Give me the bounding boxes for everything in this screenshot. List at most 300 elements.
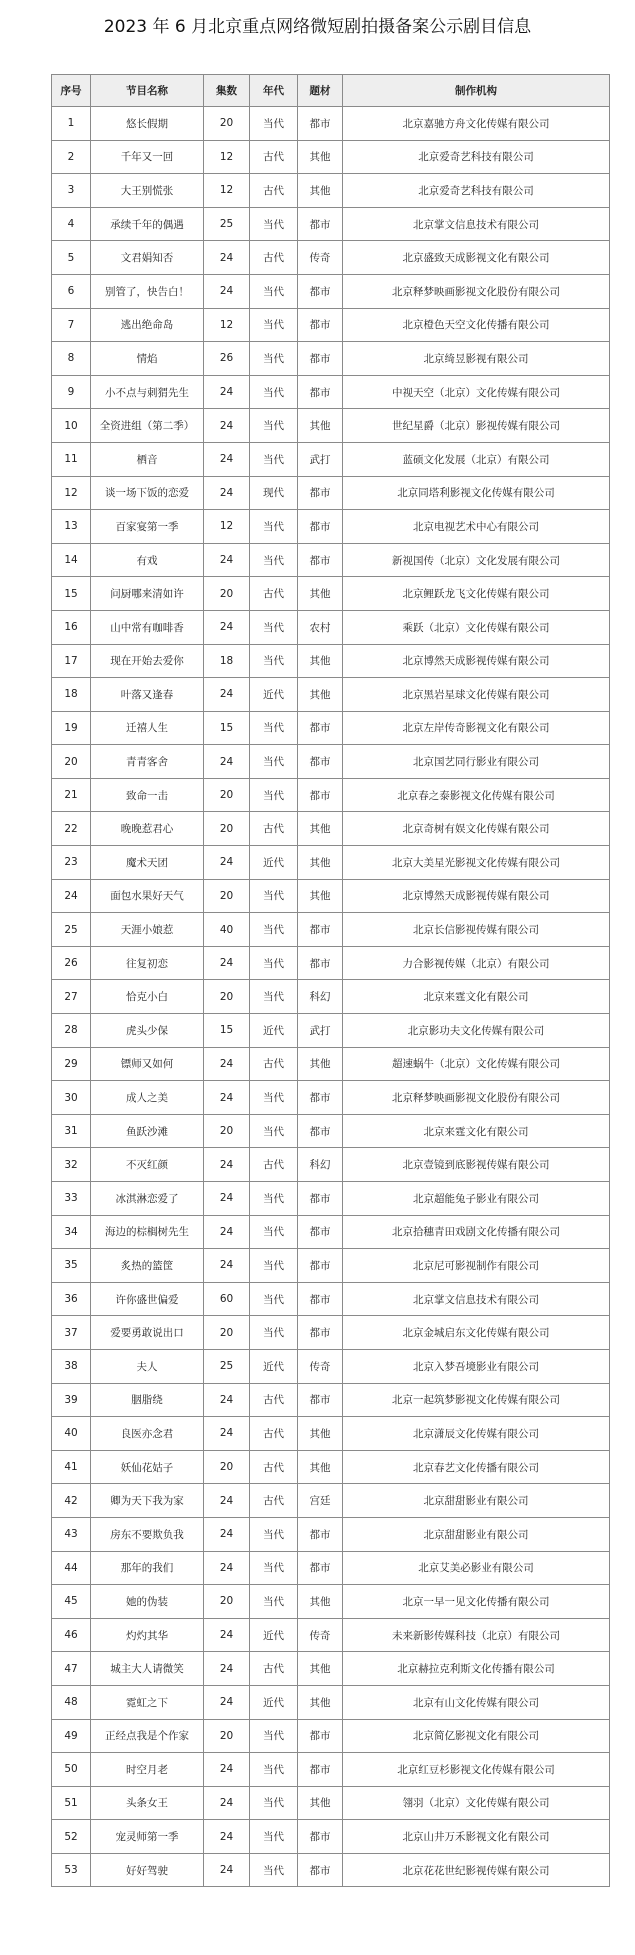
cell-index: 26 [52,946,91,980]
cell-producer: 北京黑岩星球文化传媒有限公司 [343,678,610,712]
header-row [52,75,610,107]
cell-index: 27 [52,980,91,1014]
cell-genre: 都市 [298,946,343,980]
cell-genre: 其他 [298,1685,343,1719]
cell-episodes: 20 [204,1450,250,1484]
cell-genre: 宫廷 [298,1484,343,1518]
cell-genre: 都市 [298,1114,343,1148]
cell-producer: 北京释梦映画影视文化股份有限公司 [343,1081,610,1115]
cell-index: 14 [52,543,91,577]
cell-genre: 其他 [298,1786,343,1820]
cell-episodes: 12 [204,174,250,208]
cell-era: 当代 [250,1517,298,1551]
cell-episodes: 26 [204,342,250,376]
cell-title: 千年又一回 [91,140,204,174]
cell-episodes: 24 [204,409,250,443]
cell-title: 那年的我们 [91,1551,204,1585]
cell-title: 正经点我是个作家 [91,1719,204,1753]
cell-genre: 都市 [298,913,343,947]
cell-era: 当代 [250,409,298,443]
cell-title: 谈一场下饭的恋爱 [91,476,204,510]
cell-producer: 北京左岸传奇影视文化有限公司 [343,711,610,745]
cell-title: 房东不要欺负我 [91,1517,204,1551]
cell-era: 当代 [250,913,298,947]
table-row [52,980,610,1014]
cell-index: 20 [52,745,91,779]
cell-producer: 北京超能兔子影业有限公司 [343,1182,610,1216]
cell-index: 25 [52,913,91,947]
cell-index: 5 [52,241,91,275]
cell-genre: 都市 [298,274,343,308]
cell-index: 15 [52,577,91,611]
table-row [52,1014,610,1048]
cell-era: 当代 [250,1081,298,1115]
cell-genre: 都市 [298,1383,343,1417]
cell-era: 当代 [250,442,298,476]
cell-episodes: 24 [204,1618,250,1652]
cell-index: 13 [52,510,91,544]
cell-era: 当代 [250,1249,298,1283]
cell-index: 11 [52,442,91,476]
cell-producer: 北京红豆杉影视文化传媒有限公司 [343,1753,610,1787]
cell-genre: 其他 [298,409,343,443]
table-row [52,1618,610,1652]
table-row [52,1282,610,1316]
cell-era: 当代 [250,342,298,376]
cell-index: 52 [52,1820,91,1854]
cell-producer: 北京大美星光影视文化传媒有限公司 [343,846,610,880]
cell-genre: 其他 [298,846,343,880]
cell-producer: 北京艾美必影业有限公司 [343,1551,610,1585]
cell-title: 现在开始去爱你 [91,644,204,678]
cell-producer: 北京掌文信息技术有限公司 [343,207,610,241]
cell-producer: 翎羽（北京）文化传媒有限公司 [343,1786,610,1820]
cell-producer: 北京同塔利影视文化传媒有限公司 [343,476,610,510]
cell-era: 当代 [250,1820,298,1854]
cell-episodes: 24 [204,543,250,577]
cell-genre: 都市 [298,1282,343,1316]
cell-index: 37 [52,1316,91,1350]
cell-era: 当代 [250,1853,298,1887]
cell-index: 33 [52,1182,91,1216]
cell-producer: 北京绮昱影视有限公司 [343,342,610,376]
cell-producer: 乘跃（北京）文化传媒有限公司 [343,610,610,644]
table-row [52,207,610,241]
cell-title: 晚晚惹君心 [91,812,204,846]
cell-producer: 北京一早一见文化传播有限公司 [343,1585,610,1619]
cell-title: 城主大人请微笑 [91,1652,204,1686]
cell-episodes: 24 [204,946,250,980]
cell-title: 鱼跃沙滩 [91,1114,204,1148]
cell-producer: 北京山井万禾影视文化有限公司 [343,1820,610,1854]
cell-producer: 北京甜甜影业有限公司 [343,1517,610,1551]
table-row [52,913,610,947]
cell-episodes: 24 [204,1081,250,1115]
table-row [52,140,610,174]
cell-era: 当代 [250,107,298,141]
cell-title: 宠灵师第一季 [91,1820,204,1854]
cell-era: 古代 [250,1383,298,1417]
cell-genre: 科幻 [298,1148,343,1182]
cell-genre: 其他 [298,1417,343,1451]
cell-title: 头条女王 [91,1786,204,1820]
cell-episodes: 20 [204,1316,250,1350]
cell-genre: 都市 [298,1316,343,1350]
cell-era: 现代 [250,476,298,510]
cell-producer: 北京简亿影视文化有限公司 [343,1719,610,1753]
cell-title: 问厨哪来清如许 [91,577,204,611]
cell-episodes: 24 [204,1652,250,1686]
cell-episodes: 24 [204,1383,250,1417]
page-title: 2023 年 6 月北京重点网络微短剧拍摄备案公示剧目信息 [103,17,532,37]
cell-title: 不灭红颜 [91,1148,204,1182]
cell-episodes: 24 [204,1249,250,1283]
cell-genre: 武打 [298,442,343,476]
cell-title: 悠长假期 [91,107,204,141]
cell-producer: 蓝硕文化发展（北京）有限公司 [343,442,610,476]
cell-genre: 都市 [298,778,343,812]
cell-episodes: 20 [204,1114,250,1148]
cell-producer: 北京爱奇艺科技有限公司 [343,140,610,174]
cell-index: 51 [52,1786,91,1820]
cell-producer: 北京橙色天空文化传播有限公司 [343,308,610,342]
cell-episodes: 24 [204,1417,250,1451]
cell-producer: 北京有山文化传媒有限公司 [343,1685,610,1719]
cell-producer: 北京壹镜到底影视传媒有限公司 [343,1148,610,1182]
cell-title: 文君娟知否 [91,241,204,275]
cell-era: 当代 [250,778,298,812]
cell-producer: 北京花花世纪影视传媒有限公司 [343,1853,610,1887]
cell-era: 古代 [250,140,298,174]
table-row [52,1349,610,1383]
cell-title: 致命一击 [91,778,204,812]
cell-genre: 都市 [298,1820,343,1854]
cell-era: 当代 [250,745,298,779]
cell-era: 当代 [250,1719,298,1753]
table-row [52,1114,610,1148]
cell-genre: 都市 [298,1215,343,1249]
cell-index: 9 [52,375,91,409]
cell-episodes: 25 [204,207,250,241]
cell-producer: 北京盛致天成影视文化有限公司 [343,241,610,275]
cell-index: 6 [52,274,91,308]
cell-index: 31 [52,1114,91,1148]
cell-title: 灼灼其华 [91,1618,204,1652]
cell-era: 当代 [250,1182,298,1216]
cell-genre: 都市 [298,1551,343,1585]
table-row [52,1585,610,1619]
cell-producer: 北京来霆文化有限公司 [343,1114,610,1148]
table-row [52,778,610,812]
table-row [52,1383,610,1417]
cell-genre: 都市 [298,543,343,577]
table-row [52,1786,610,1820]
cell-index: 7 [52,308,91,342]
cell-episodes: 24 [204,610,250,644]
table-row [52,1652,610,1686]
cell-genre: 其他 [298,140,343,174]
cell-genre: 其他 [298,812,343,846]
cell-title: 恰克小白 [91,980,204,1014]
cell-era: 当代 [250,879,298,913]
cell-genre: 传奇 [298,1618,343,1652]
cell-era: 古代 [250,1450,298,1484]
cell-title: 霓虹之下 [91,1685,204,1719]
cell-index: 34 [52,1215,91,1249]
cell-genre: 武打 [298,1014,343,1048]
cell-episodes: 24 [204,1215,250,1249]
cell-episodes: 15 [204,711,250,745]
cell-era: 近代 [250,1014,298,1048]
table-row [52,1148,610,1182]
cell-era: 当代 [250,1282,298,1316]
cell-index: 38 [52,1349,91,1383]
cell-episodes: 24 [204,241,250,275]
cell-index: 53 [52,1853,91,1887]
cell-title: 时空月老 [91,1753,204,1787]
cell-producer: 世纪星爵（北京）影视传媒有限公司 [343,409,610,443]
table-row [52,1081,610,1115]
cell-index: 35 [52,1249,91,1283]
table-row [52,1417,610,1451]
cell-episodes: 20 [204,980,250,1014]
cell-era: 当代 [250,510,298,544]
cell-genre: 都市 [298,510,343,544]
table-row [52,946,610,980]
table-row [52,342,610,376]
cell-genre: 都市 [298,1853,343,1887]
cell-index: 18 [52,678,91,712]
cell-title: 炙热的篮筐 [91,1249,204,1283]
table-row [52,812,610,846]
cell-producer: 北京影功夫文化传媒有限公司 [343,1014,610,1048]
cell-title: 天涯小娘惹 [91,913,204,947]
cell-title: 叶落又逢春 [91,678,204,712]
cell-index: 50 [52,1753,91,1787]
cell-producer: 北京释梦映画影视文化股份有限公司 [343,274,610,308]
header-title: 节目名称 [91,75,204,107]
cell-genre: 都市 [298,207,343,241]
cell-title: 面包水果好天气 [91,879,204,913]
cell-producer: 北京嘉驰方舟文化传媒有限公司 [343,107,610,141]
cell-title: 承续千年的偶遇 [91,207,204,241]
table-row [52,1484,610,1518]
cell-index: 44 [52,1551,91,1585]
table-row [52,1517,610,1551]
cell-episodes: 25 [204,1349,250,1383]
cell-title: 青青客舍 [91,745,204,779]
cell-genre: 都市 [298,1249,343,1283]
table-row [52,610,610,644]
header-index: 序号 [52,75,91,107]
cell-era: 古代 [250,1047,298,1081]
cell-episodes: 18 [204,644,250,678]
cell-title: 情焰 [91,342,204,376]
cell-genre: 传奇 [298,1349,343,1383]
table-row [52,1685,610,1719]
cell-era: 近代 [250,1349,298,1383]
cell-title: 虎头少保 [91,1014,204,1048]
cell-episodes: 24 [204,1753,250,1787]
cell-genre: 科幻 [298,980,343,1014]
cell-title: 有戏 [91,543,204,577]
cell-episodes: 24 [204,476,250,510]
cell-index: 22 [52,812,91,846]
cell-title: 山中常有咖啡香 [91,610,204,644]
cell-producer: 北京来霆文化有限公司 [343,980,610,1014]
cell-title: 胭脂绕 [91,1383,204,1417]
cell-episodes: 24 [204,678,250,712]
cell-index: 24 [52,879,91,913]
cell-episodes: 24 [204,1047,250,1081]
cell-index: 42 [52,1484,91,1518]
cell-era: 古代 [250,1652,298,1686]
cell-episodes: 12 [204,308,250,342]
cell-title: 海边的棕榈树先生 [91,1215,204,1249]
cell-episodes: 12 [204,140,250,174]
cell-index: 49 [52,1719,91,1753]
cell-title: 小不点与刺猬先生 [91,375,204,409]
cell-episodes: 12 [204,510,250,544]
cell-index: 45 [52,1585,91,1619]
cell-era: 当代 [250,711,298,745]
cell-episodes: 20 [204,1585,250,1619]
table-row [52,107,610,141]
drama-table [51,74,610,1887]
table-row [52,1249,610,1283]
cell-genre: 都市 [298,375,343,409]
cell-producer: 北京入梦吾境影业有限公司 [343,1349,610,1383]
cell-producer: 北京拾穗青田戏剧文化传播有限公司 [343,1215,610,1249]
cell-episodes: 60 [204,1282,250,1316]
cell-producer: 北京博然天成影视传媒有限公司 [343,644,610,678]
cell-episodes: 24 [204,375,250,409]
cell-producer: 中视天空（北京）文化传媒有限公司 [343,375,610,409]
cell-index: 16 [52,610,91,644]
table-row [52,1316,610,1350]
cell-episodes: 24 [204,1484,250,1518]
cell-genre: 农村 [298,610,343,644]
header-episodes: 集数 [204,75,250,107]
cell-genre: 其他 [298,1450,343,1484]
table-row [52,174,610,208]
cell-episodes: 20 [204,577,250,611]
cell-title: 许你盛世偏爱 [91,1282,204,1316]
cell-era: 当代 [250,1551,298,1585]
table-row [52,274,610,308]
cell-producer: 超速蜗牛（北京）文化传媒有限公司 [343,1047,610,1081]
cell-title: 她的伪装 [91,1585,204,1619]
cell-era: 当代 [250,946,298,980]
cell-genre: 其他 [298,1047,343,1081]
cell-title: 镖师又如何 [91,1047,204,1081]
cell-index: 46 [52,1618,91,1652]
cell-genre: 其他 [298,678,343,712]
cell-index: 2 [52,140,91,174]
table-row [52,1215,610,1249]
cell-producer: 北京国艺同行影业有限公司 [343,745,610,779]
table-row [52,1753,610,1787]
cell-title: 栖音 [91,442,204,476]
cell-index: 43 [52,1517,91,1551]
cell-producer: 北京尼可影视制作有限公司 [343,1249,610,1283]
cell-index: 36 [52,1282,91,1316]
cell-episodes: 20 [204,107,250,141]
cell-title: 好好驾驶 [91,1853,204,1887]
cell-genre: 都市 [298,107,343,141]
cell-title: 大王别慌张 [91,174,204,208]
cell-genre: 都市 [298,1182,343,1216]
cell-title: 成人之美 [91,1081,204,1115]
table-row [52,375,610,409]
cell-index: 4 [52,207,91,241]
cell-producer: 北京爱奇艺科技有限公司 [343,174,610,208]
cell-episodes: 20 [204,879,250,913]
cell-index: 47 [52,1652,91,1686]
cell-era: 当代 [250,980,298,1014]
cell-producer: 北京潇辰文化传媒有限公司 [343,1417,610,1451]
cell-title: 良医亦念君 [91,1417,204,1451]
cell-index: 12 [52,476,91,510]
cell-producer: 北京甜甜影业有限公司 [343,1484,610,1518]
cell-title: 夫人 [91,1349,204,1383]
table-row [52,1551,610,1585]
table-row [52,879,610,913]
cell-episodes: 20 [204,778,250,812]
cell-era: 古代 [250,812,298,846]
cell-producer: 北京掌文信息技术有限公司 [343,1282,610,1316]
cell-era: 古代 [250,241,298,275]
cell-genre: 其他 [298,1585,343,1619]
cell-producer: 北京鲤跃龙飞文化传媒有限公司 [343,577,610,611]
cell-genre: 都市 [298,1517,343,1551]
cell-title: 逃出绝命岛 [91,308,204,342]
cell-episodes: 24 [204,442,250,476]
cell-producer: 新视国传（北京）文化发展有限公司 [343,543,610,577]
table-header [52,75,610,107]
cell-producer: 力合影视传媒（北京）有限公司 [343,946,610,980]
cell-title: 魔术天团 [91,846,204,880]
cell-episodes: 20 [204,812,250,846]
cell-producer: 北京一起筑梦影视文化传媒有限公司 [343,1383,610,1417]
cell-title: 百家宴第一季 [91,510,204,544]
table-row [52,1820,610,1854]
header-genre: 题材 [298,75,343,107]
cell-era: 当代 [250,375,298,409]
table-body [52,107,610,1887]
cell-episodes: 24 [204,274,250,308]
cell-genre: 都市 [298,308,343,342]
cell-index: 41 [52,1450,91,1484]
cell-genre: 其他 [298,644,343,678]
cell-episodes: 24 [204,745,250,779]
cell-episodes: 24 [204,1517,250,1551]
cell-producer: 未来新影传媒科技（北京）有限公司 [343,1618,610,1652]
cell-era: 近代 [250,1685,298,1719]
cell-index: 3 [52,174,91,208]
table-row [52,510,610,544]
cell-era: 古代 [250,1484,298,1518]
cell-era: 当代 [250,1114,298,1148]
cell-era: 当代 [250,543,298,577]
cell-era: 当代 [250,1215,298,1249]
cell-title: 冰淇淋恋爱了 [91,1182,204,1216]
table-row [52,409,610,443]
table-row [52,476,610,510]
cell-index: 28 [52,1014,91,1048]
cell-era: 古代 [250,1417,298,1451]
cell-index: 23 [52,846,91,880]
